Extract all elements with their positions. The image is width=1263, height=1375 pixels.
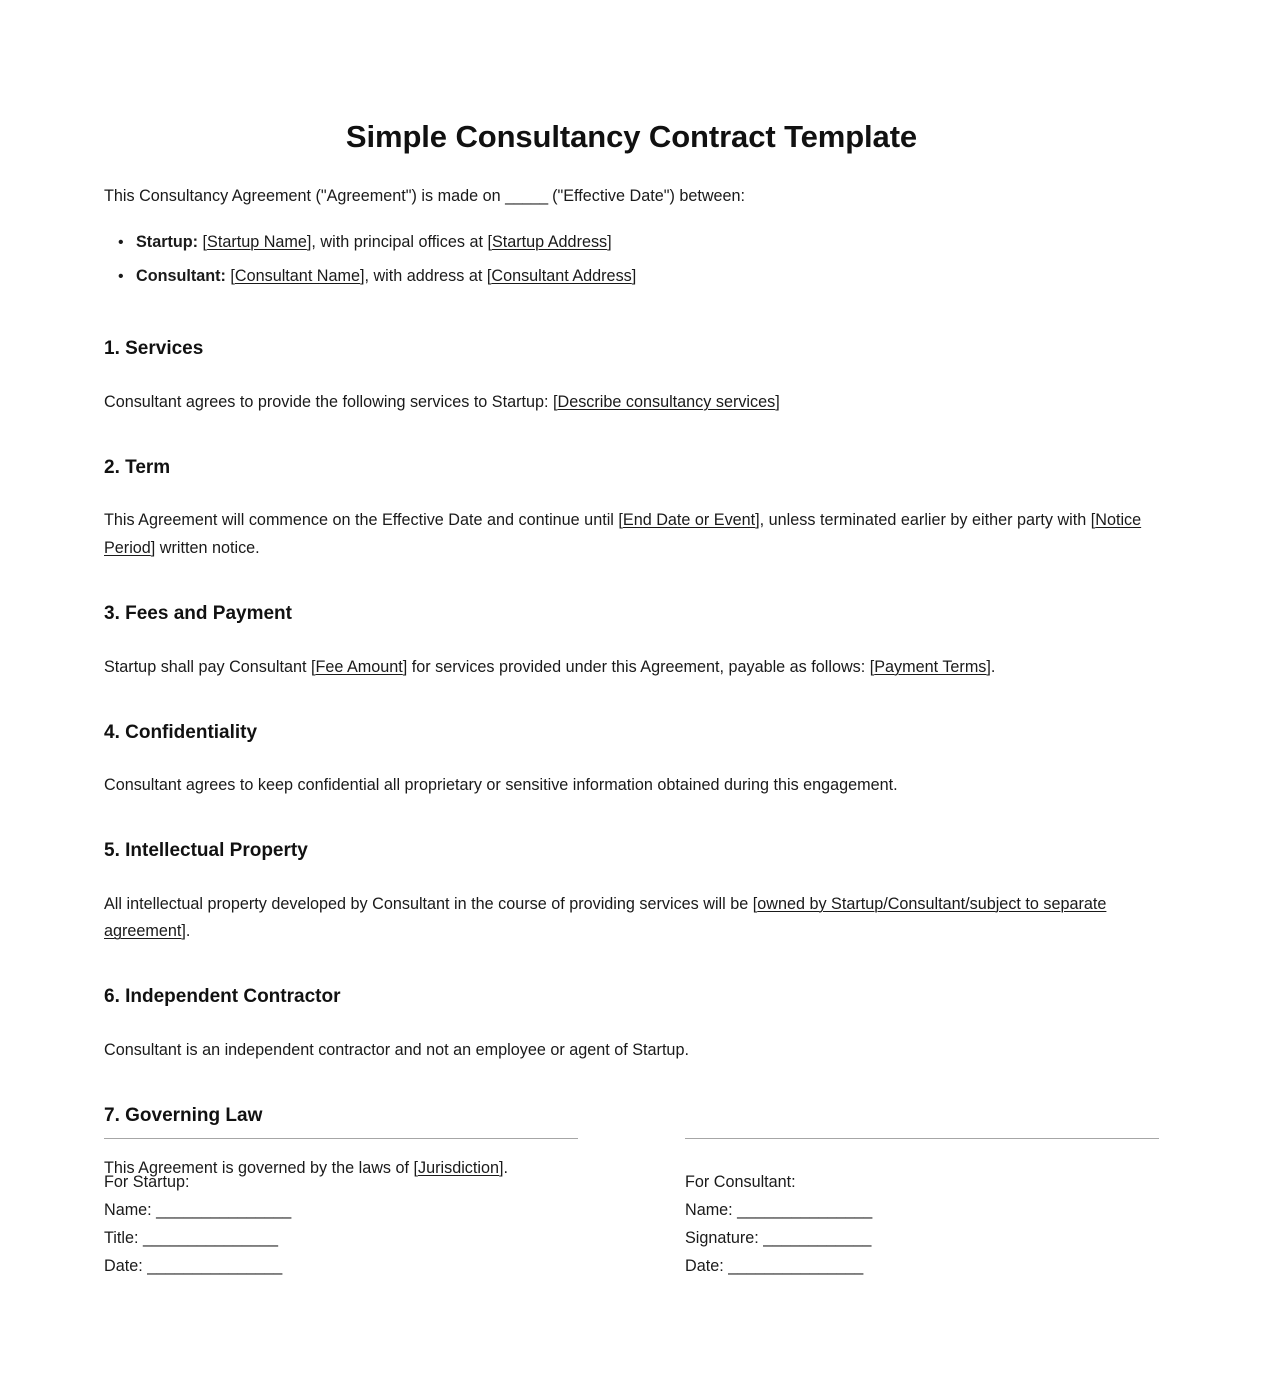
intro-paragraph bbox=[104, 157, 1159, 211]
signature-divider bbox=[685, 1138, 1159, 1139]
signature-block-consultant bbox=[685, 1138, 1159, 1280]
signature-divider bbox=[104, 1138, 578, 1139]
signature-party-label: For Startup: bbox=[104, 1173, 190, 1191]
section-heading-independent-contractor: 6. Independent Contractor bbox=[104, 986, 341, 1008]
party-middle-text: , with principal offices at bbox=[311, 232, 488, 251]
parties-list bbox=[104, 211, 1159, 299]
intro-text-before: This Consultancy Agreement ("Agreement") is made on bbox=[104, 186, 506, 205]
fill-in-placeholder: owned by Startup/Consultant/subject to separate agreement bbox=[104, 894, 1107, 941]
section-heading-services: 1. Services bbox=[104, 338, 204, 360]
body-text: ] written notice. bbox=[150, 539, 260, 558]
body-text: This Agreement will commence on the Effective Date and continue until [ bbox=[104, 511, 623, 530]
body-text: ]. bbox=[181, 922, 191, 941]
body-text: ] for services provided under this Agreement, payable as follows: [ bbox=[402, 657, 875, 676]
party-middle-text: , with address at bbox=[364, 267, 487, 286]
fill-in-placeholder: Describe consultancy services bbox=[557, 392, 776, 411]
signature-party-label: For Consultant: bbox=[685, 1173, 796, 1191]
section-heading-intellectual-property: 5. Intellectual Property bbox=[104, 840, 308, 861]
body-text: Consultant agrees to provide the following services to Startup: [ bbox=[104, 392, 558, 411]
consultant-name-placeholder: Consultant Name bbox=[234, 267, 360, 286]
body-text: ]. bbox=[986, 657, 996, 676]
body-text: Consultant agrees to keep confidential all proprietary or sensitive information obtained during this engagement. bbox=[104, 776, 898, 795]
section-body-independent-contractor bbox=[104, 1011, 1159, 1065]
section-heading-fees-and-payment: 3. Fees and Payment bbox=[104, 603, 292, 625]
signature-section bbox=[104, 1138, 1159, 1280]
startup-name-placeholder: Startup Name bbox=[207, 232, 307, 251]
body-text: Startup shall pay Consultant [ bbox=[104, 657, 316, 676]
section-heading-confidentiality: 4. Confidentiality bbox=[104, 721, 258, 743]
section-body-term bbox=[104, 481, 1159, 563]
document-body bbox=[104, 0, 1159, 1183]
section-body-services bbox=[104, 363, 1159, 417]
signature-field-name[interactable]: Name: _______________ bbox=[104, 1200, 292, 1219]
fill-in-placeholder: Notice Period bbox=[104, 511, 1142, 558]
signature-field-date[interactable]: Date: _______________ bbox=[685, 1256, 864, 1275]
signature-field-title[interactable]: Title: _______________ bbox=[104, 1228, 279, 1247]
page-title: Simple Consultancy Contract Template bbox=[345, 119, 918, 154]
bracket-close: ] bbox=[306, 232, 312, 251]
bracket-open: [ bbox=[487, 232, 492, 251]
body-text: This Agreement is governed by the laws of [ bbox=[104, 1159, 419, 1178]
bracket-open: [ bbox=[486, 267, 492, 286]
body-text: All intellectual property developed by Consultant in the course of providing services will be [ bbox=[104, 894, 758, 913]
bracket-open: [ bbox=[198, 232, 208, 251]
bracket-close: ] bbox=[631, 267, 637, 286]
signature-field-name[interactable]: Name: _______________ bbox=[685, 1200, 873, 1219]
body-text: ]. bbox=[499, 1159, 509, 1178]
body-text: ], unless terminated earlier by either party with [ bbox=[755, 511, 1096, 530]
fill-in-placeholder: End Date or Event bbox=[622, 511, 756, 530]
bracket-close: ] bbox=[360, 267, 365, 286]
list-item bbox=[136, 263, 1159, 298]
section-heading-term: 2. Term bbox=[104, 456, 171, 478]
signature-field-signature[interactable]: Signature: ____________ bbox=[685, 1228, 872, 1247]
effective-date-blank: _____ bbox=[505, 186, 548, 205]
intro-text-after: ("Effective Date") between: bbox=[547, 186, 746, 205]
section-body-intellectual-property bbox=[104, 865, 1159, 947]
party-role-label: Consultant: bbox=[136, 267, 226, 286]
bracket-open: [ bbox=[225, 267, 235, 286]
fill-in-placeholder: Fee Amount bbox=[315, 657, 403, 676]
signature-field-date[interactable]: Date: _______________ bbox=[104, 1256, 283, 1275]
section-heading-governing-law: 7. Governing Law bbox=[104, 1104, 263, 1126]
body-text: Consultant is an independent contractor and not an employee or agent of Startup. bbox=[104, 1040, 689, 1059]
startup-address-placeholder: Startup Address bbox=[491, 232, 608, 251]
list-item bbox=[136, 229, 1159, 264]
fill-in-placeholder: Payment Terms bbox=[874, 657, 987, 676]
section-body-confidentiality bbox=[104, 746, 1159, 800]
consultant-address-placeholder: Consultant Address bbox=[491, 267, 632, 286]
section-body-fees-and-payment bbox=[104, 628, 1159, 682]
fill-in-placeholder: Jurisdiction bbox=[418, 1159, 500, 1178]
party-role-label: Startup: bbox=[136, 232, 199, 251]
body-text: ] bbox=[775, 392, 780, 411]
signature-block-startup bbox=[104, 1138, 578, 1280]
bracket-close: ] bbox=[607, 232, 612, 251]
